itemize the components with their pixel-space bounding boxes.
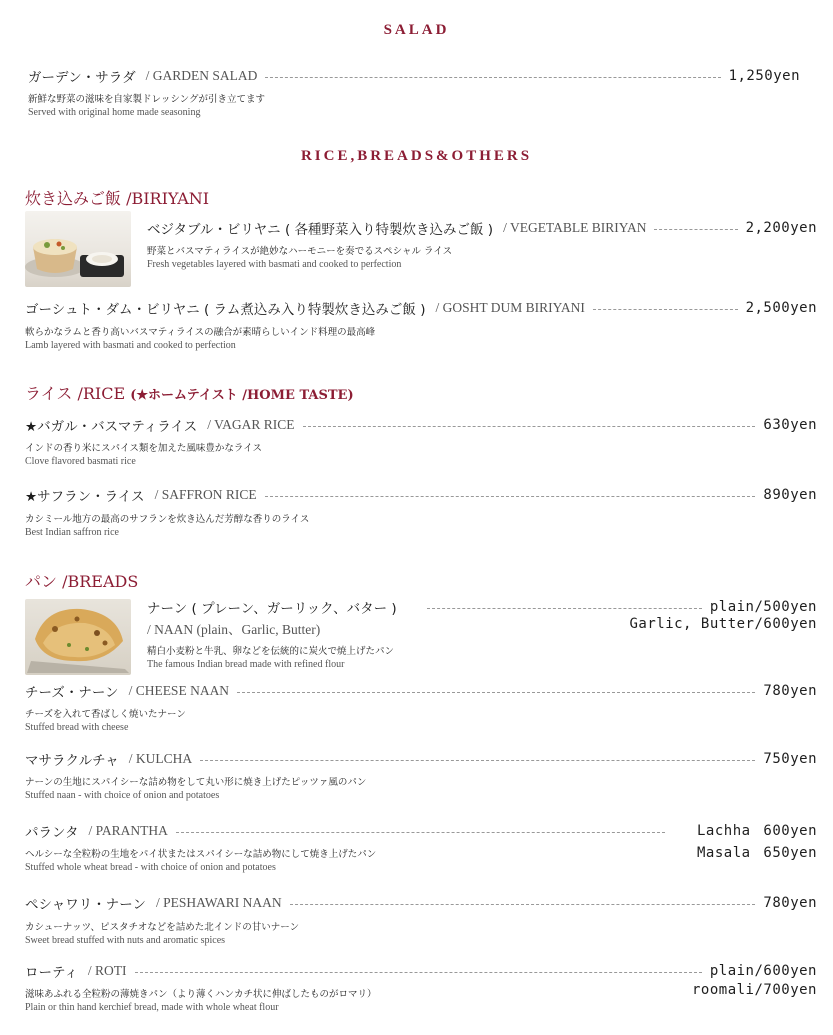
item-name-jp: ローティ [25,965,78,981]
item-desc-en: Stuffed bread with cheese [25,722,129,733]
item-name-en-naan: / NAAN (plain、Garlic, Butter) [147,622,321,637]
menu-item-roti [25,961,817,981]
menu-item-vagar-rice [25,415,817,435]
item-name-en: / CHEESE NAAN [128,683,230,698]
item-name-jp: ナーン ( プレーン、ガーリック、バター ) [147,601,397,617]
item-desc-en: Best Indian saffron rice [25,527,119,538]
option-price-masala: 650yen [763,845,817,861]
menu-item-garden-salad [28,66,800,86]
item-name-en: / VEGETABLE BIRIYAN [503,220,647,235]
menu-item-cheese-naan [25,681,817,701]
item-desc-jp: ヘルシーな全粒粉の生地をパイ状またはスパイシーな詰め物にして焼き上げたパン [25,849,377,860]
item-price: 1,250yen [728,68,800,84]
item-name-jp: ゴーシュト・ダム・ビリヤニ ( ラム煮込み入り特製炊き込みご飯 ) [25,302,426,318]
menu-item-saffron-rice [25,485,817,505]
section-title-salad: SALAD [383,22,450,38]
item-name-jp: ガーデン・サラダ [28,70,136,86]
option-name-masala: Masala [697,845,751,861]
item-name-jp: ベジタブル・ビリヤニ ( 各種野菜入り特製炊き込みご飯 ) [147,222,494,238]
item-desc-en: Served with original home made seasoning [28,107,201,118]
item-name-en: / PESHAWARI NAAN [155,895,282,910]
item-desc-en: Fresh vegetables layered with basmati and cooked to perfection [147,259,402,270]
menu-item-naan [147,597,817,617]
item-desc-jp: 野菜とバスマティライスが絶妙なハーモニーを奏でるスペシャル ライス [147,246,453,257]
item-desc-jp: カシミール地方の最高のサフランを炊き込んだ芳醇な香りのライス [25,514,310,525]
item-desc-en: The famous Indian bread made with refined flour [147,659,345,670]
item-price: 780yen [763,895,817,911]
item-desc-jp: カシューナッツ、ピスタチオなどを詰めた北インドの甘いナーン [25,922,300,933]
leader-dots [427,608,702,609]
section-title-rice-breads: RICE,BREADS&OTHERS [300,148,533,164]
item-name-en: / KULCHA [128,751,193,766]
menu-item-gosht-dum-biriyani [25,298,817,318]
item-name-en: / ROTI [87,963,127,978]
option-price-lachha: 600yen [763,823,817,839]
item-price: 2,500yen [745,300,817,316]
menu-item-peshawari-naan [25,893,817,913]
item-name-en: / PARANTHA [88,823,168,838]
menu-item-parantha [25,821,673,841]
category-title-biriyani: 炊き込みご飯 /BIRIYANI [25,189,210,208]
item-desc-jp: 精白小麦粉と牛乳、卵などを伝統的に炭火で焼上げたパン [147,646,395,657]
item-desc-en: Lamb layered with basmati and cooked to perfection [25,340,236,351]
leader-dots [176,832,665,833]
item-desc-en: Plain or thin hand kerchief bread, made with whole wheat flour [25,1002,279,1013]
item-price: 2,200yen [745,220,817,236]
item-name-en: / SAFFRON RICE [154,487,257,502]
item-desc-jp: 滋味あふれる全粒粉の薄焼きパン（より薄くハンカチ状に伸ばしたものがロマリ） [25,989,377,1000]
leader-dots [290,904,756,905]
biriyani-photo [25,211,131,287]
leader-dots [237,692,755,693]
item-desc-jp: 新鮮な野菜の滋味を自家製ドレッシングが引き立てます [28,94,265,105]
item-name-jp: チーズ・ナーン [25,685,119,701]
item-desc-en: Stuffed whole wheat bread - with choice of onion and potatoes [25,862,276,873]
item-price: 750yen [763,751,817,767]
menu-item-vegetable-biriyani [147,218,817,238]
item-name-en: / VAGAR RICE [207,417,295,432]
category-title-rice-text: ライス /RICE [25,384,126,403]
option-name-lachha: Lachha [697,823,751,839]
item-price: 890yen [763,487,817,503]
item-price: 630yen [763,417,817,433]
leader-dots [265,77,720,78]
category-title-breads: パン /BREADS [25,572,139,591]
item-name-jp: ペシャワリ・ナーン [25,897,146,913]
item-price-garlic-butter: Garlic, Butter/600yen [629,616,817,632]
item-name-en: / GARDEN SALAD [145,68,258,83]
item-desc-en: Clove flavored basmati rice [25,456,136,467]
item-name-jp: パランタ [25,825,79,841]
item-desc-jp: インドの香り米にスパイス類を加えた風味豊かなライス [25,443,263,454]
item-name-jp: マサラクルチャ [25,753,119,769]
leader-dots [654,229,737,230]
item-desc-en: Stuffed naan - with choice of onion and potatoes [25,790,220,801]
category-title-rice [25,381,354,404]
leader-dots [135,972,702,973]
leader-dots [200,760,755,761]
item-price-plain: plain/500yen [709,599,817,615]
leader-dots [303,426,756,427]
item-desc-en: Sweet bread stuffed with nuts and aromatic spices [25,935,226,946]
item-name-en: / GOSHT DUM BIRIYANI [435,300,585,315]
leader-dots [265,496,756,497]
category-subtitle-home-taste: (★ホームテイスト /HOME TASTE) [130,388,354,403]
item-desc-jp: 軟らかなラムと香り高いバスマティライスの融合が素晴らしいインド料理の最高峰 [25,327,376,338]
item-price-plain: plain/600yen [709,963,817,979]
naan-photo [25,599,131,675]
item-name-jp: ★バガル・バスマティライス [25,419,198,435]
menu-item-kulcha [25,749,817,769]
item-desc-jp: ナーンの生地にスパイシーな詰め物をして丸い形に焼き上げたピッツァ風のパン [25,777,367,788]
item-name-jp: ★サフラン・ライス [25,489,145,505]
leader-dots [593,309,738,310]
item-price: 780yen [763,683,817,699]
item-price-roomali: roomali/700yen [691,982,817,998]
item-desc-jp: チーズを入れて香ばしく焼いたナーン [25,709,186,720]
